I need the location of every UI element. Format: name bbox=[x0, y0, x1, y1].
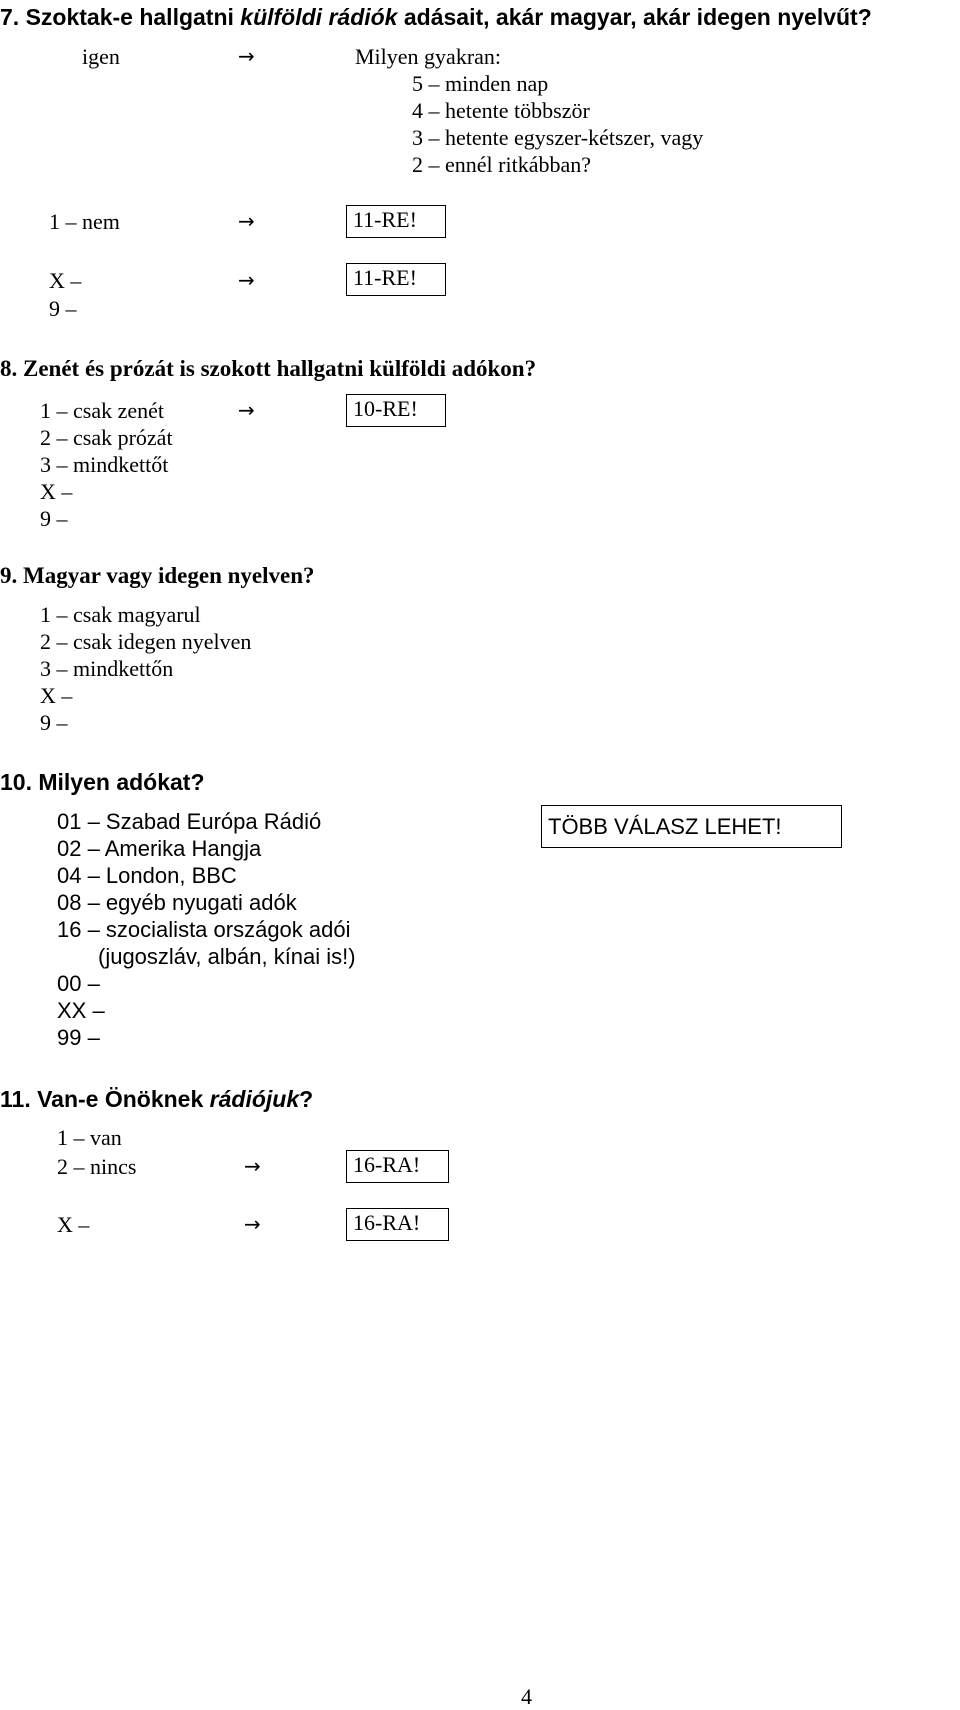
arrow-icon: → bbox=[238, 398, 255, 422]
q9-option: 1 – csak magyarul bbox=[40, 602, 201, 627]
q11-option: 1 – van bbox=[57, 1125, 122, 1150]
q9-option: 2 – csak idegen nyelven bbox=[40, 629, 252, 654]
q7-option-nem: 1 – nem bbox=[49, 209, 120, 234]
q7-frequency-option: 4 – hetente többször bbox=[412, 98, 590, 123]
question-11-title bbox=[0, 1088, 313, 1111]
question-10-title: 10. Milyen adókat? bbox=[0, 769, 205, 795]
q10-option: 16 – szocialista országok adói bbox=[57, 917, 351, 942]
arrow-icon: → bbox=[238, 209, 255, 233]
multiple-answers-box: TÖBB VÁLASZ LEHET! bbox=[541, 805, 842, 848]
q8-option: 3 – mindkettőt bbox=[40, 452, 169, 477]
q7-option-igen: igen bbox=[82, 44, 120, 69]
page-number: 4 bbox=[521, 1684, 532, 1709]
q10-option-note: (jugoszláv, albán, kínai is!) bbox=[98, 944, 356, 969]
q10-option: 02 – Amerika Hangja bbox=[57, 836, 262, 861]
q10-option: 99 – bbox=[57, 1025, 100, 1050]
q10-option: XX – bbox=[57, 998, 105, 1023]
q7-frequency-title: Milyen gyakran: bbox=[355, 44, 502, 69]
arrow-icon: → bbox=[238, 268, 255, 292]
q11-skip-box: 16-RA! bbox=[346, 1208, 449, 1241]
arrow-icon: → bbox=[244, 1154, 261, 1178]
q9-option: 3 – mindkettőn bbox=[40, 656, 174, 681]
q10-option: 01 – Szabad Európa Rádió bbox=[57, 809, 322, 834]
q7-skip-box: 11-RE! bbox=[346, 205, 446, 238]
q8-option: X – bbox=[40, 479, 73, 504]
q7-frequency-option: 2 – ennél ritkábban? bbox=[412, 152, 591, 177]
q7-frequency-option: 5 – minden nap bbox=[412, 71, 549, 96]
question-8-title: 8. Zenét és prózát is szokott hallgatni külföldi adókon? bbox=[0, 356, 537, 381]
q11-text-a: 11. Van-e Önöknek bbox=[0, 1086, 210, 1112]
q11-option: 2 – nincs bbox=[57, 1154, 137, 1179]
arrow-icon: → bbox=[244, 1212, 261, 1236]
q8-skip-box: 10-RE! bbox=[346, 394, 446, 427]
q9-option: X – bbox=[40, 683, 73, 708]
q8-option: 1 – csak zenét bbox=[40, 398, 164, 423]
q11-text-c: ? bbox=[299, 1086, 314, 1112]
q9-option: 9 – bbox=[40, 710, 68, 735]
q11-option: X – bbox=[57, 1212, 90, 1237]
arrow-icon: → bbox=[238, 44, 255, 68]
q7-text-c: adásait, akár magyar, akár idegen nyelvűt? bbox=[397, 4, 872, 30]
q7-option-x: X – bbox=[49, 268, 82, 293]
question-9-title: 9. Magyar vagy idegen nyelven? bbox=[0, 563, 315, 588]
q11-skip-box: 16-RA! bbox=[346, 1150, 449, 1183]
q10-option: 00 – bbox=[57, 971, 100, 996]
q7-skip-box: 11-RE! bbox=[346, 263, 446, 296]
q10-option: 08 – egyéb nyugati adók bbox=[57, 890, 297, 915]
q7-frequency-option: 3 – hetente egyszer-kétszer, vagy bbox=[412, 125, 704, 150]
q7-number: 7. bbox=[0, 4, 20, 30]
q8-option: 9 – bbox=[40, 506, 68, 531]
q7-option-9: 9 – bbox=[49, 296, 77, 321]
q8-option: 2 – csak prózát bbox=[40, 425, 173, 450]
question-7-title bbox=[0, 6, 872, 29]
q7-text-a: Szoktak-e hallgatni bbox=[19, 4, 241, 30]
q11-text-emphasis: rádiójuk bbox=[209, 1086, 300, 1112]
q7-text-emphasis: külföldi rádiók bbox=[240, 4, 398, 30]
q10-option: 04 – London, BBC bbox=[57, 863, 237, 888]
